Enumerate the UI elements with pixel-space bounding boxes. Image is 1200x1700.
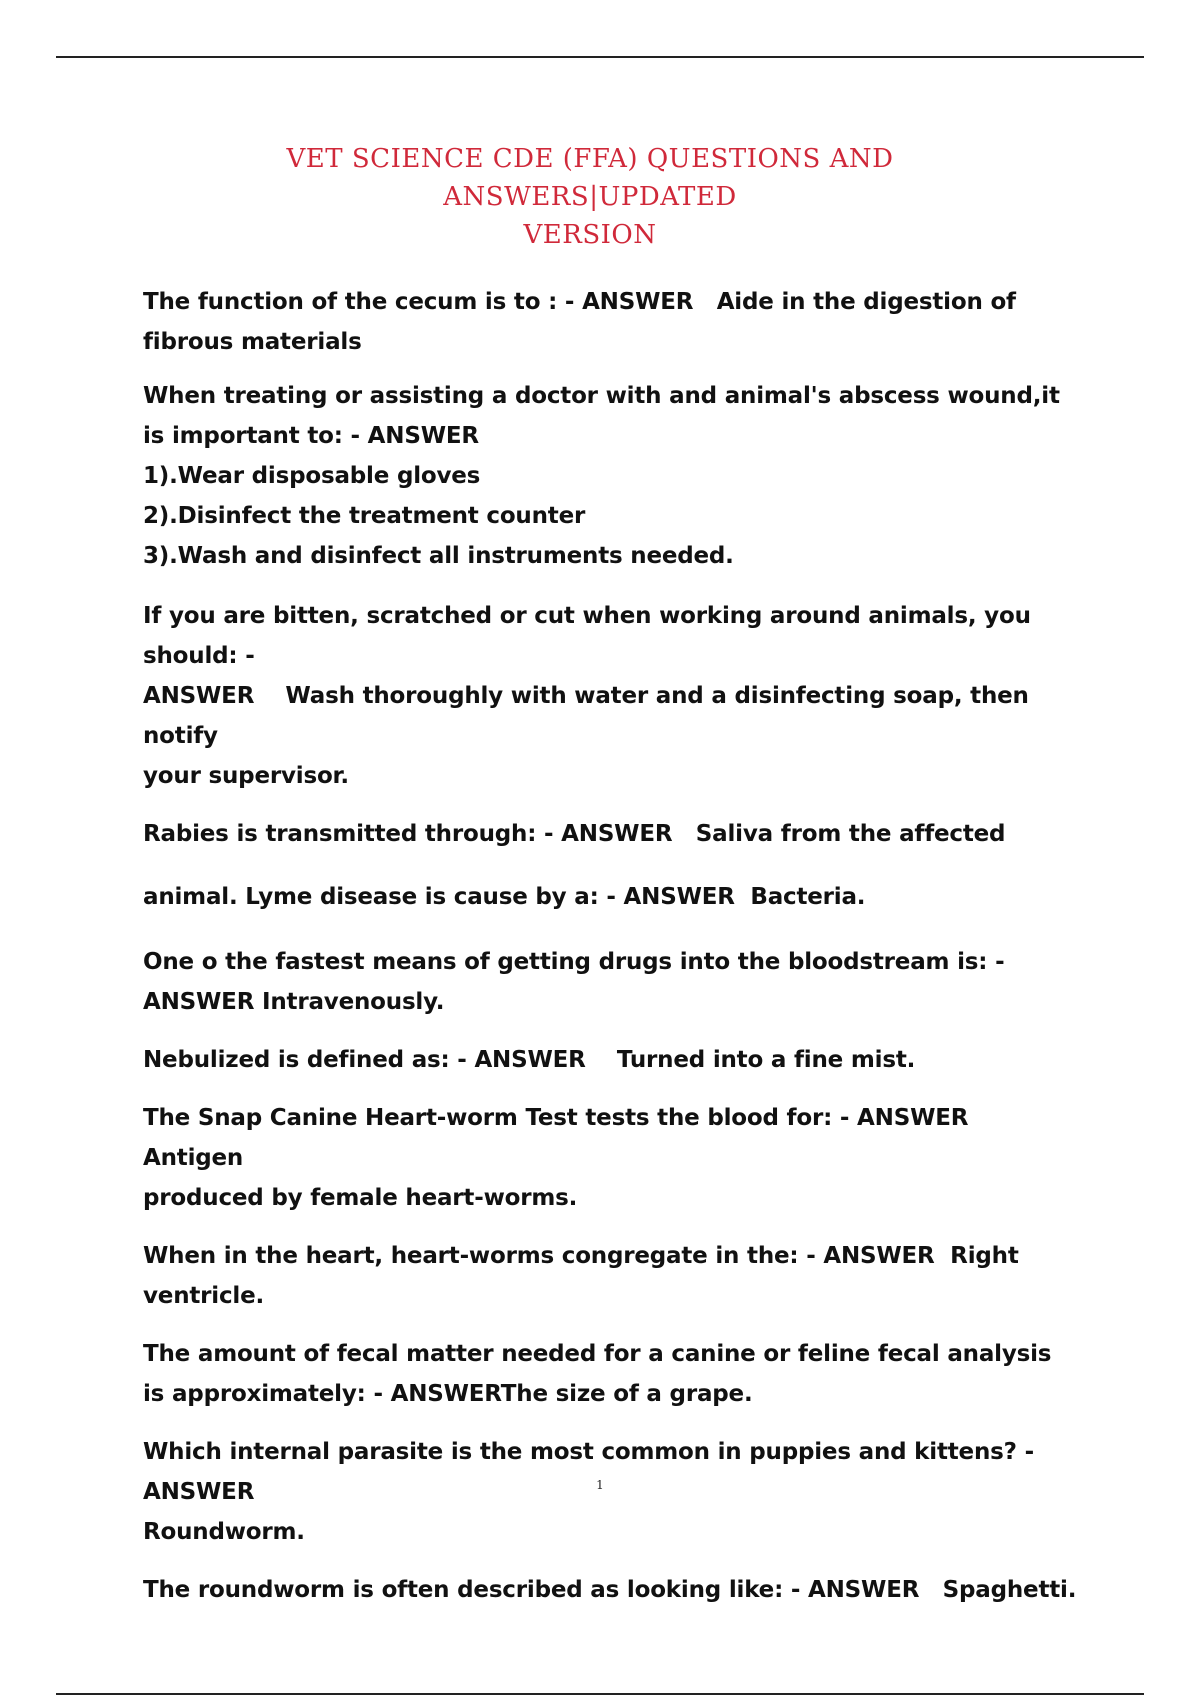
header-rule	[56, 56, 1144, 58]
qa-entry-drugs-bloodstream: One o the fastest means of getting drugs into the bloodstream is: - ANSWER Intravenously.	[143, 949, 1005, 1015]
qa-entry-fecal-matter: The amount of fecal matter needed for a canine or feline fecal analysis is approximately: - ANSWERThe size of a grape.	[143, 1341, 1052, 1407]
page-number: 1	[596, 1478, 604, 1492]
qa-entry-rabies: Rabies is transmitted through: - ANSWER Saliva from the affected	[143, 821, 1006, 847]
qa-entry-heartworms-heart: When in the heart, heart-worms congregate in the: - ANSWER Right ventricle.	[143, 1243, 1027, 1309]
document-title-line-2: VERSION	[523, 220, 657, 250]
qa-list	[143, 282, 1083, 1610]
qa-entry-lyme-disease: animal. Lyme disease is cause by a: - ANSWER Bacteria.	[143, 884, 866, 910]
qa-entry-roundworm: The roundworm is often described as looking like: - ANSWER Spaghetti.	[143, 1577, 1077, 1603]
qa-entry-abscess-wound: When treating or assisting a doctor with and animal's abscess wound,it is important to: - ANSWER 1).Wear disposable gloves 2).Disinfect the treatment counter 3).Wash and disinfect all instruments needed.	[143, 383, 1060, 569]
document-title	[140, 140, 1040, 254]
footer-rule	[56, 1693, 1144, 1695]
qa-entry-cecum: The function of the cecum is to : - ANSWER Aide in the digestion of fibrous materials	[143, 289, 1016, 355]
qa-entry-snap-heartworm-test: The Snap Canine Heart-worm Test tests the blood for: - ANSWER Antigen produced by female heart-worms.	[143, 1105, 969, 1211]
qa-entry-bitten-scratched: If you are bitten, scratched or cut when working around animals, you should: - ANSWER Wash thoroughly with water and a disinfecting soap, then notify your supervisor.	[143, 603, 1031, 789]
qa-entry-nebulized: Nebulized is defined as: - ANSWER Turned into a fine mist.	[143, 1047, 916, 1073]
document-title-line-1: VET SCIENCE CDE (FFA) QUESTIONS AND ANSWERS|UPDATED	[286, 144, 894, 212]
qa-entry-internal-parasite: Which internal parasite is the most common in puppies and kittens? - ANSWER Roundworm.	[143, 1439, 1034, 1545]
